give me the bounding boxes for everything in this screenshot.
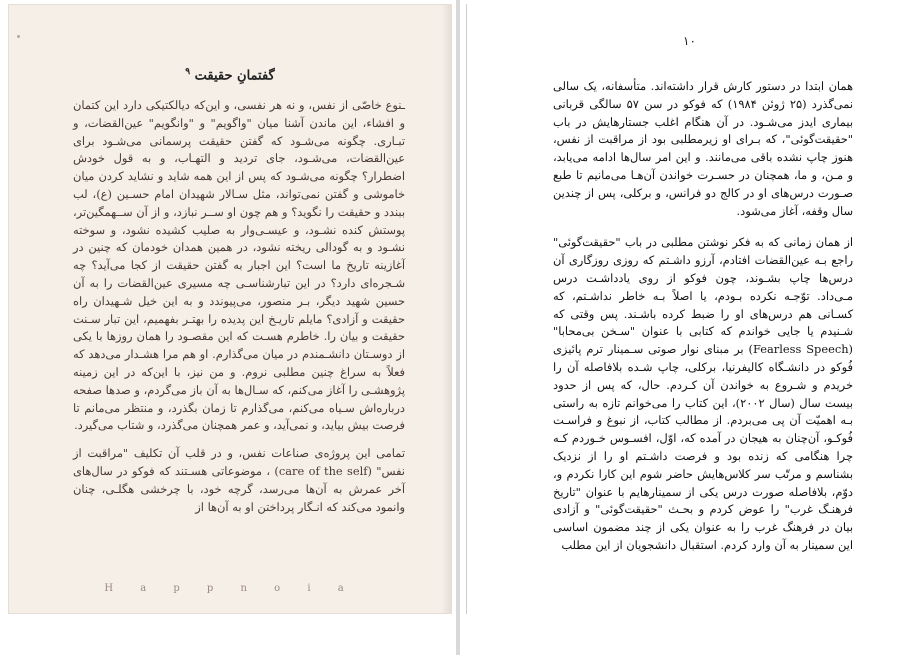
right-page-body (553, 78, 853, 555)
right-page (466, 4, 912, 614)
gutter-shadow (441, 5, 451, 613)
paragraph: تمامی این پروژه‌ی صناعات نفس، و در قلب آن تکلیف "مراقبت از نفس" (care of the self) ، موضوعاتی هسـتند که فوکو در سال‌های آخر عمرش به آن‌ها می‌رسد، گرچه خود، با چرخشی هگلـی، چنان وانمود می‌کند که انـگار پرداختن او به آن‌ها از (73, 446, 405, 514)
book-spine (456, 0, 460, 655)
paragraph: ـنوع خاصّی از نفس، و نه هر نفسی، و این‌که دیالکتیکی دارد این کتمان و افشاء، این ماندن آشنا میان "واگویم" و "وانگویم" عین‌القضات، و تبـاری. چگونه می‌شـود که گفتن حقیقت پرسمانی می‌شـود برای عین‌القضات، می‌شـود، جای تردید و التهـاب، و به قول خودش اضطرار؟ چگونه می‌شـود که پس از این همه شاید و نشاید کردن میان خاموشی و گفتن نمی‌تواند، مثل سـالار شهیدان امام حسـین (ع)، لب ببندد و حقیقت را نگوید؟ و هم چون او ســر نبازد، و از آن ســهمگین‌تر، پوستش کنده نشـود، و عیسـی‌وار به صلیب کشیده نشود، و سوخته نشـود و به گودالی ریخته نشود، در همین همدان خودمان که چنین در آغازینه تاریخ ما است؟ این اجبار به گفتن حقیقت از کجا می‌آید؟ چه شـجره‌ای دارد؟ در این تبارشناسـی چه مسیری عین‌القضات را به آن حسین شهید دیگر، بـر منصور، می‌پیوندد و به این خیل شـهیدان راه حقیقت و آزادی؟ مایلم تاریـخ این پدیده را بهتـر بفهمیم، این تبار سـنت حقیقت و بیان را. خاطرم هسـت که این مقصـود را همان روزها با یکی از دوسـتان دانشـمندم در میان می‌گذارم. او هم مرا هشـدار می‌دهد که فعلاً به سراغ چنین مطلبی نروم. و من نیز، با این‌که در این زمینه پژوهشـی را آغاز می‌کنم، که سـال‌ها به آن باز می‌گردم، و صدها صفحه درباره‌اش سـیاه می‌کنم، می‌گذارم تا زمان بگذرد، و منتظر می‌مانم تا فرصت بیش بیاید، و نمی‌آید، و عمر همچنان می‌گذرد، و شتاب می‌گیرد. (73, 98, 405, 433)
paragraph: همان ابتدا در دستور کارش قرار داشته‌اند. متأسفانه، یک سالی نمی‌گذرد (۲۵ ژوئن ۱۹۸۴) که فوکو در سن ۵۷ سالگی قربانی بیماری ایدز می‌شـود. در آن هنگام اغلب جستارهایش در باب "حقیقت‌گوئی"، که بـرای او زیرمطلبی بود از مراقبت از نفس، هنوز چاپ نشده باقی می‌مانند. و این امر سال‌ها ادامه می‌یابد، و مـن، و ما، همچنان در حسـرت خواندن آن‌هـا می‌مانیم تا طبع صـورت درس‌های او در کالج دو فرانس، و برکلی، پس از چندین سال وقفه، آغاز می‌شود. (553, 79, 854, 218)
page-header (9, 67, 451, 83)
page-number: ۱۰ (683, 34, 696, 48)
scan-speck (17, 35, 20, 38)
left-page-body (73, 97, 405, 516)
header-title: گفتمانِ حقیقت (194, 68, 275, 84)
header-page-number: ۹ (185, 67, 191, 77)
left-page (8, 4, 452, 614)
paragraph: از همان زمانی که به فکر نوشتن مطلبی در باب "حقیقت‌گوئی" راجع بـه عین‌القضات افتادم، آرزو داشـتم که روزی روزگاری آن درس‌ها چاپ بشـوند، چون فوکو از روی یادداشـت درس مـی‌داد. توّجـه نکرده بـودم، یا اصلاً بـه خاطر نداشـتم، که کسـانی هم درس‌های او را ضبط کرده باشـند. پس وقتی که شـنیدم یا جایی خواندم که کتابی با عنوان "سـخن بی‌محابا" (Fearless Speech) بر مبنای نوار صوتی سـمینار ترم پائیزی فُوکو در دانشـگاه کالیفرنیا، برکلی، چاپ شـده بلافاصله آن را خریدم و شـروع به خواندن آن کـردم. حال، که پس از حدود بیست سال (سال ۲۰۰۲)، این کتاب را می‌خوانم تازه به راستی بـه اهمیّت آن پی می‌بردم. از مطالب کتاب، از نبوغ و فراسـت فُوکـو، آن‌چنان به هیجان در آمده که، اوّل، افسـوس خـوردم کـه چرا هنگامی که زنده بود و فرصت داشـتم او را از نزدیک بشناسم و مرتّب سر کلاس‌هایش حاضر شوم این کارا نکردم و، دوّم، بلافاصله صورت درس یکی از سمینارهایم با عنوان "تاریخ فرهنـگ غرب" را عوض کردم و بحـث "حقیقت‌گوئی" و آزادی بیان در فرهنگ غرب را به عنوان یکی از چند مضمون اساسی این سمینار به آن وارد کردم. استقبال دانشجویان از این مطلب (553, 235, 854, 552)
footer-ornament: H a p p n o i a (104, 583, 356, 594)
